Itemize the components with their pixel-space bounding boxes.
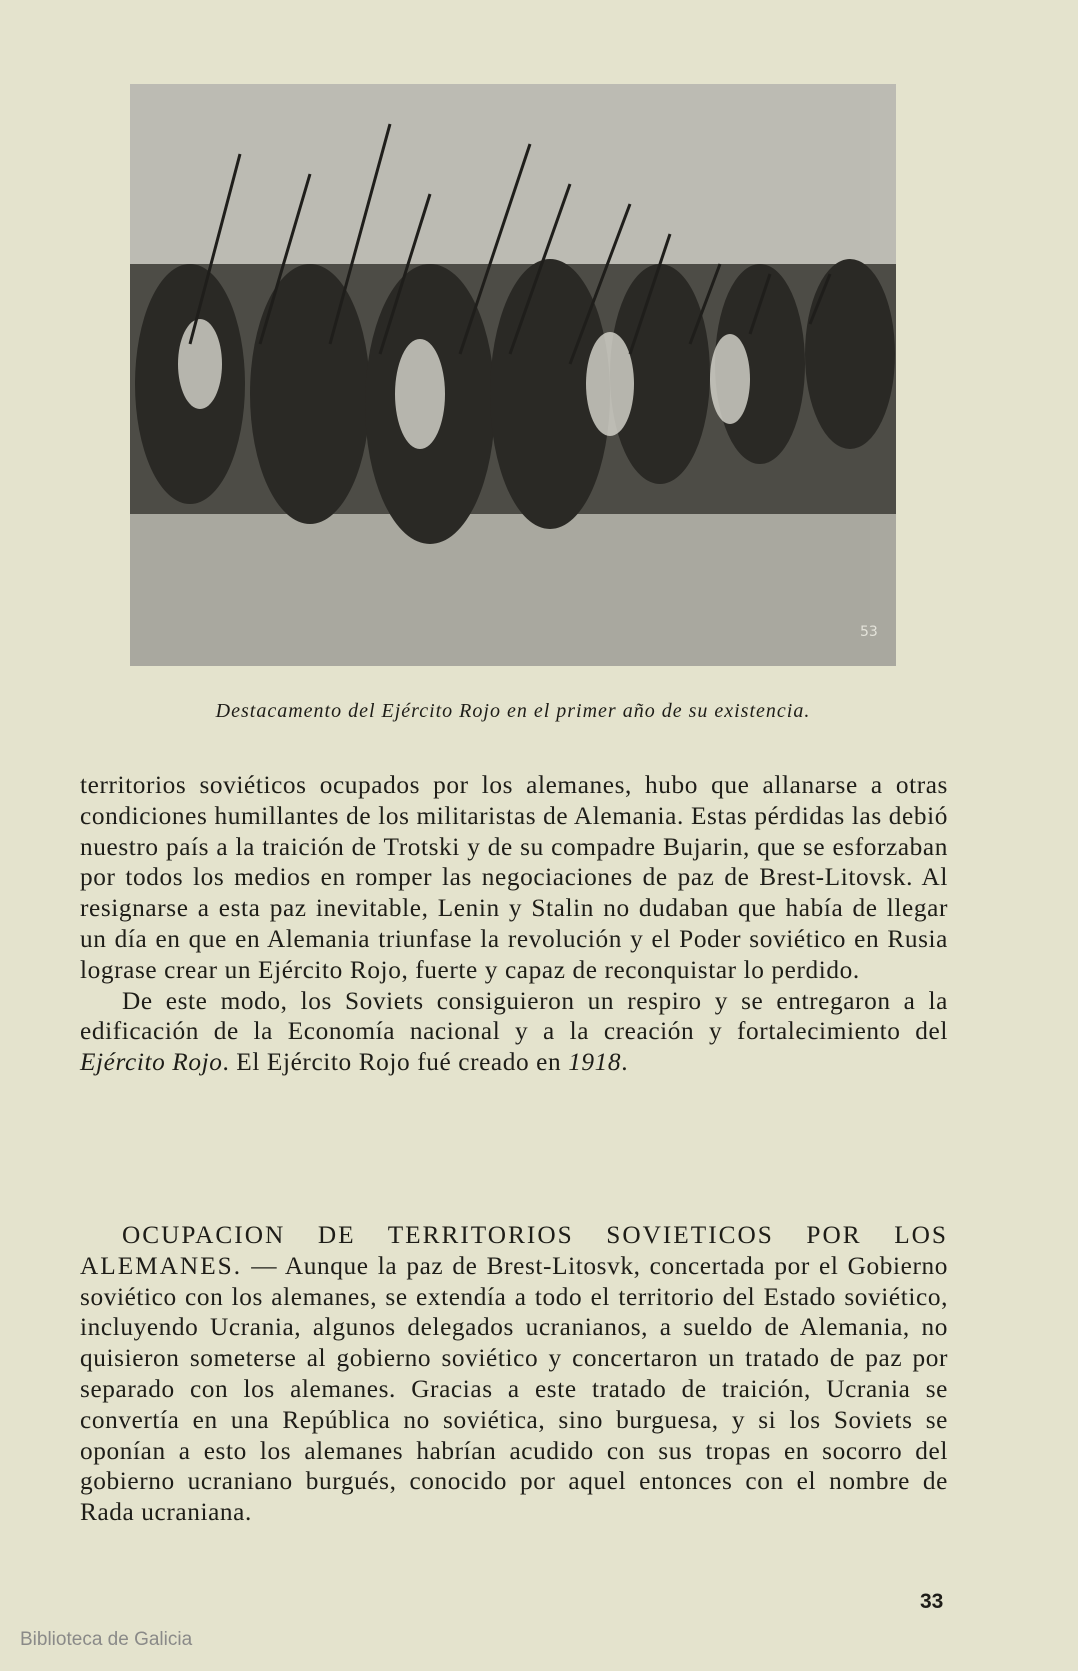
photo-caption: Destacamento del Ejército Rojo en el primer año de su existencia. bbox=[215, 700, 811, 722]
body-text-lower bbox=[80, 1220, 948, 1528]
paragraph-2-emphasis-ejercito: Ejército Rojo bbox=[80, 1048, 223, 1077]
library-watermark: Biblioteca de Galicia bbox=[20, 1629, 193, 1650]
marching-soldiers-photo bbox=[130, 84, 896, 666]
paragraph-2-end: . bbox=[621, 1048, 629, 1077]
section-heading: OCUPACION DE TERRITORIOS SOVIETICOS POR LOS ALEMANES. bbox=[80, 1221, 948, 1280]
paragraph-1: territorios soviéticos ocupados por los alemanes, hubo que allanarse a otras condiciones humillantes de los militaristas de Alemania. Estas pérdidas las debió nuestro país a la traición de Trotski y de su compadre Bujarin, que se esforzaban por todos los medios en romper las negociaciones de paz de Brest-Litovsk. Al resignarse a esta paz inevitable, Lenin y Stalin no dudaban que había de llegar un día en que en Alemania triunfase la revolución y el Poder soviético en Rusia lograse crear un Ejército Rojo, fuerte y capaz de reconquistar lo perdido. bbox=[80, 771, 948, 984]
body-text-upper bbox=[80, 770, 948, 1078]
paragraph-2-emphasis-year: 1918 bbox=[568, 1048, 622, 1077]
paragraph-2 bbox=[80, 986, 948, 1078]
paragraph-3-body: — Aunque la paz de Brest-Litosvk, concertada por el Gobierno soviético con los alemanes, se extendía a todo el territorio del Estado soviético, incluyendo Ucrania, algunos delegados ucranianos, a sueldo de Alemania, no quisieron someterse al gobierno soviético y concertaron un tratado de paz por separado con los alemanes. Gracias a este tratado de traición, Ucrania se convertía en una República no soviética, sino burguesa, y si los Soviets se oponían a esto los alemanes habrían acudido con sus tropas en socorro del gobierno ucraniano burgués, conocido por aquel entonces con el nombre de Rada ucraniana. bbox=[80, 1251, 948, 1527]
paragraph-2-middle: . El Ejército Rojo fué creado en bbox=[222, 1048, 569, 1077]
paragraph-3 bbox=[80, 1220, 948, 1528]
photo-corner-mark: 53 bbox=[860, 624, 878, 640]
photo-drawing bbox=[130, 84, 896, 666]
paragraph-2-start: De este modo, los Soviets consiguieron un respiro y se entregaron a la edificación de la Economía nacional y a la creación y fortalecimiento del bbox=[80, 986, 948, 1046]
page-number: 33 bbox=[920, 1590, 944, 1613]
